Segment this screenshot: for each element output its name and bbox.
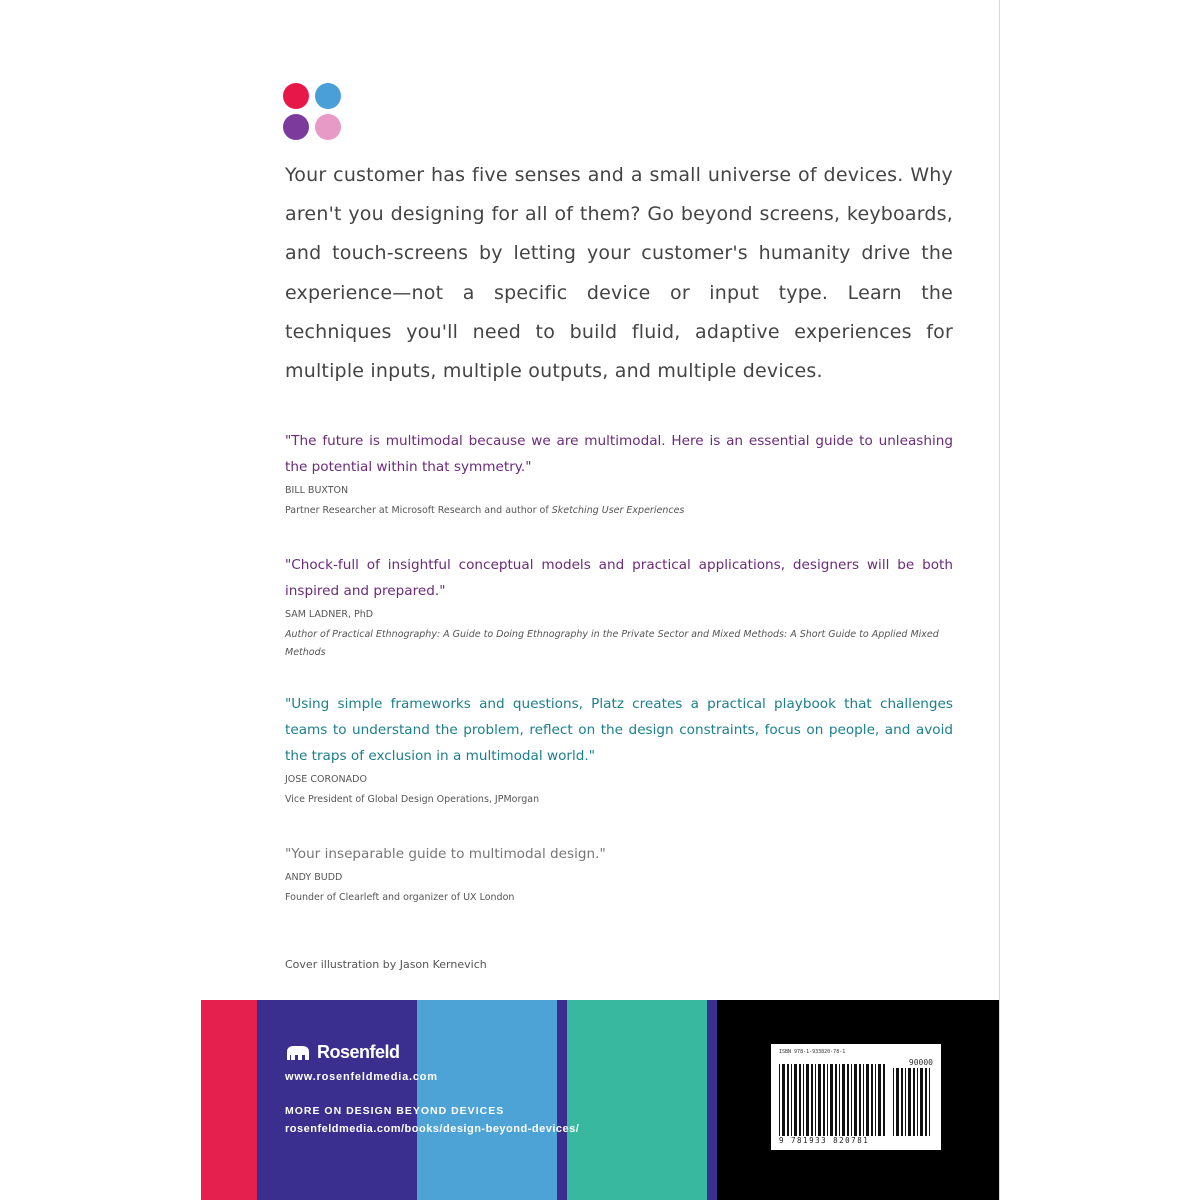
color-band-strip [201,1000,999,1200]
publisher-info [285,1042,579,1135]
endorsement-2 [285,552,953,662]
isbn-barcode [771,1044,941,1150]
barcode-bar [854,1064,857,1136]
endorsement-quote: "Chock-full of insightful conceptual models and practical applications, designers will be both inspired and prepared." [285,557,953,599]
barcode-bar [875,1064,876,1136]
ean-digits: 9 781933 820781 [779,1136,870,1145]
publisher-name: Rosenfeld [317,1042,400,1062]
barcode-bar [823,1064,825,1136]
barcode-bar [799,1064,801,1136]
endorsement-quote: "Your inseparable guide to multimodal design." [285,846,606,862]
barcode-bar [905,1068,906,1136]
barcode-bar [815,1064,816,1136]
barcode-bar [787,1064,789,1136]
back-cover [201,0,1000,1200]
endorsement-author: ANDY BUDD [285,872,343,883]
endorsement-4 [285,841,953,907]
isbn-text: ISBN 978-1-933820-78-1 [779,1049,846,1055]
dot-pink [315,114,341,140]
endorsement-role: Author of Practical Ethnography: A Guide to Doing Ethnography in the Private Sector and Mixed Methods: A Short Guide to Applied Mixed Methods [285,629,939,658]
endorsement-author: JOSE CORONADO [285,774,367,785]
endorsement-role: Founder of Clearleft and organizer of UX London [285,892,515,903]
barcode-bar [830,1064,833,1136]
barcode-bar [839,1064,840,1136]
barcode-bar [925,1068,927,1136]
band-navy-3 [707,1000,717,1200]
barcode-bar [806,1064,809,1136]
barcode-bar [803,1064,804,1136]
barcode-addon-bars [893,1068,933,1136]
endorsement-role: Vice President of Global Design Operations, JPMorgan [285,794,540,805]
barcode-bar [883,1064,885,1136]
dot-red [283,83,309,109]
barcode-bar [917,1068,918,1136]
barcode-bar [811,1064,813,1136]
endorsement-role: Partner Researcher at Microsoft Research and author of Sketching User Experiences [285,505,685,516]
dot-blue [315,83,341,109]
illustration-credit: Cover illustration by Jason Kernevich [285,958,487,971]
barcode-bars [779,1064,889,1136]
barcode-bar [835,1064,837,1136]
barcode-bar [908,1068,911,1136]
barcode-bar [827,1064,828,1136]
barcode-bar [847,1064,849,1136]
dot-purple [283,114,309,140]
more-on-label: MORE ON DESIGN BEYOND DEVICES [285,1105,505,1117]
endorsement-3 [285,691,953,809]
publisher-logo [285,1042,579,1063]
endorsement-1 [285,428,953,520]
barcode-bar [842,1064,845,1136]
barcode-bar [878,1064,881,1136]
endorsement-quote: "Using simple frameworks and questions, Platz creates a practical playbook that challenges teams to understand the problem, reflect on the design constraints, focus on people, and avoid the traps of exclusion in a multimodal world." [285,696,953,764]
band-red [201,1000,257,1200]
barcode-bar [901,1068,903,1136]
barcode-bar [920,1068,923,1136]
elephant-icon [285,1045,311,1061]
barcode-bar [913,1068,915,1136]
barcode-bar [893,1068,894,1136]
barcode-bar [896,1068,899,1136]
barcode-bar [791,1064,792,1136]
barcode-bar [779,1064,780,1136]
book-url[interactable]: rosenfeldmedia.com/books/design-beyond-devices/ [285,1123,580,1135]
band-teal [567,1000,707,1200]
barcode-bar [782,1064,785,1136]
endorsement-author: BILL BUXTON [285,485,349,496]
barcode-bar [863,1064,864,1136]
barcode-bar [866,1064,869,1136]
barcode-bar [871,1064,873,1136]
barcode-bar [818,1064,821,1136]
barcode-bar [859,1064,861,1136]
price-code: 90000 [908,1058,933,1067]
barcode-bar [851,1064,852,1136]
book-description: Your customer has five senses and a small universe of devices. Why aren't you designing for all of them? Go beyond screens, keyboards, and touch-screens by letting your customer's humanity drive the experience—not a specific device or input type. Learn the techniques you'll need to build fluid, adaptive experiences for multiple inputs, multiple outputs, and multiple devices. [285,164,953,383]
endorsement-author: SAM LADNER, PhD [285,609,374,620]
publisher-url[interactable]: www.rosenfeldmedia.com [285,1071,438,1083]
endorsement-quote: "The future is multimodal because we are multimodal. Here is an essential guide to unleashing the potential within that symmetry." [285,433,953,475]
barcode-bar [794,1064,797,1136]
barcode-bar [929,1068,930,1136]
